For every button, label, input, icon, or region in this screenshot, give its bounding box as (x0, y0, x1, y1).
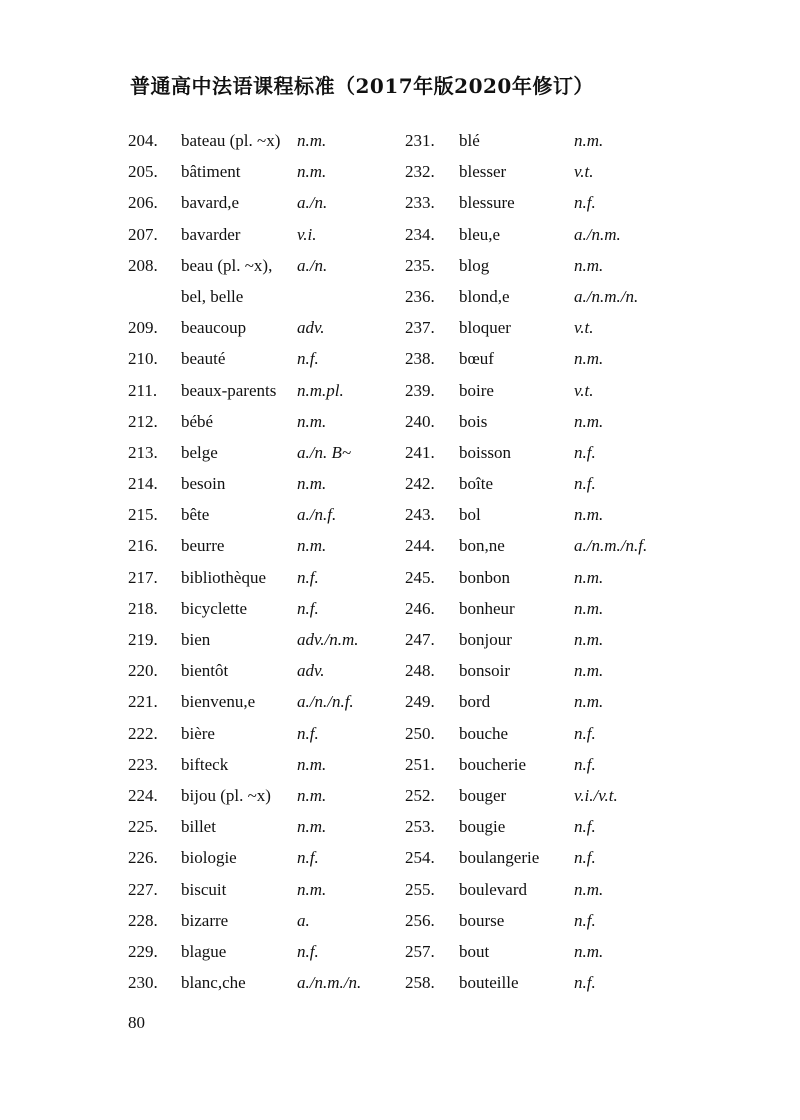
entry-number: 207. (128, 224, 158, 244)
entry-word: bonjour (459, 630, 512, 649)
entry-number: 211. (128, 380, 158, 400)
entry-word: beauté (181, 349, 226, 369)
entry-part-of-speech: v.t. (574, 162, 594, 182)
entry-number: 240. (405, 411, 435, 431)
entry-part-of-speech: n.m. (297, 879, 327, 899)
entry-word: blague (181, 941, 227, 961)
entry-word: bonheur (459, 598, 515, 618)
entry-number: 210. (128, 349, 158, 369)
entry-part-of-speech: n.m.pl. (297, 380, 344, 400)
entry-part-of-speech: n.m. (574, 661, 604, 681)
entry-word: bouger (459, 785, 507, 805)
entry-part-of-speech: n.m. (574, 598, 604, 618)
entry-word: bienvenu,e (181, 692, 256, 712)
entry-number: 250. (405, 723, 435, 743)
entry-word: biologie (181, 848, 237, 868)
entry-part-of-speech: a./n.m./n. (297, 973, 362, 993)
entry-number: 257. (405, 941, 435, 961)
entry-word: biscuit (181, 879, 227, 899)
entry-part-of-speech: n.f. (574, 754, 596, 774)
entry-part-of-speech: a./n. (297, 255, 328, 275)
entry-word: beaucoup (181, 318, 247, 338)
entry-word: bonsoir (459, 661, 510, 681)
entry-number: 224. (128, 785, 158, 805)
entry-word: bifteck (181, 754, 229, 774)
entry-number: 244. (405, 536, 435, 556)
entry-word: bonbon (459, 567, 510, 587)
entry-number: 204. (128, 131, 158, 150)
entry-part-of-speech: a. (297, 910, 310, 930)
entry-number: 252. (405, 785, 435, 805)
entry-number: 225. (128, 817, 158, 837)
entry-part-of-speech: n.m. (297, 162, 327, 182)
entry-part-of-speech: adv. (297, 661, 325, 681)
entry-part-of-speech: n.m. (574, 255, 604, 275)
entry-number: 222. (128, 723, 158, 743)
entry-word: bête (181, 505, 210, 525)
entry-part-of-speech: n.f. (297, 598, 319, 618)
entry-number: 228. (128, 910, 158, 930)
entry-part-of-speech: n.f. (574, 442, 596, 462)
entry-number: 221. (128, 692, 158, 712)
entry-word: boire (459, 380, 494, 400)
entry-part-of-speech: n.m. (297, 785, 327, 805)
entry-part-of-speech: n.m. (574, 505, 604, 525)
entry-word: bourse (459, 910, 505, 930)
entry-number: 220. (128, 661, 158, 681)
entry-part-of-speech: n.m. (574, 941, 604, 961)
entry-part-of-speech: a./n.m./n. (574, 286, 639, 306)
entry-number: 235. (405, 255, 435, 275)
entry-part-of-speech: n.f. (297, 848, 319, 868)
entry-part-of-speech: a./n.m. (574, 224, 621, 244)
entry-word: blessure (459, 193, 515, 213)
entry-word: bâtiment (181, 162, 241, 182)
entry-word: bon,ne (459, 536, 505, 556)
entry-part-of-speech: adv./n.m. (297, 630, 359, 649)
entry-word: beaux-parents (181, 380, 277, 400)
entry-part-of-speech: a./n. (297, 193, 328, 213)
entry-number: 232. (405, 162, 435, 182)
entry-number: 256. (405, 910, 435, 930)
entry-number: 233. (405, 193, 435, 213)
entry-part-of-speech: n.f. (297, 723, 319, 743)
entry-part-of-speech: a./n.m./n.f. (574, 536, 648, 556)
entry-part-of-speech: n.m. (574, 411, 604, 431)
entry-part-of-speech: n.f. (574, 723, 596, 743)
entry-part-of-speech: n.m. (574, 131, 604, 150)
entry-number: 214. (128, 474, 158, 494)
entry-part-of-speech: n.m. (297, 536, 327, 556)
entry-part-of-speech: n.m. (297, 131, 327, 150)
entry-word: bientôt (181, 661, 229, 681)
entry-number: 247. (405, 630, 435, 649)
entry-number: 230. (128, 973, 158, 993)
entry-word: bord (459, 692, 491, 712)
entry-number: 206. (128, 193, 158, 213)
entry-word: blesser (459, 162, 507, 182)
entry-part-of-speech: n.m. (574, 692, 604, 712)
entry-word: billet (181, 817, 216, 837)
entry-word: bière (181, 723, 215, 743)
entry-word: bloquer (459, 318, 511, 338)
entry-number: 249. (405, 692, 435, 712)
entry-number: 253. (405, 817, 435, 837)
entry-number: 223. (128, 754, 158, 774)
entry-number: 236. (405, 286, 435, 306)
entry-part-of-speech: adv. (297, 318, 325, 338)
entry-word: besoin (181, 474, 226, 494)
entry-part-of-speech: v.i./v.t. (574, 785, 618, 805)
entry-number: 205. (128, 162, 158, 182)
entry-part-of-speech: a./n./n.f. (297, 692, 354, 712)
entry-part-of-speech: n.f. (574, 910, 596, 930)
entry-part-of-speech: n.m. (574, 349, 604, 369)
entry-word: boulangerie (459, 848, 540, 868)
page-title: 普通高中法语课程标准（2017年版2020年修订） (130, 74, 594, 98)
entry-number: 231. (405, 131, 435, 150)
entry-word: bavard,e (181, 193, 240, 213)
entry-number: 242. (405, 474, 435, 494)
entry-word: blog (459, 255, 490, 275)
entry-word: boulevard (459, 879, 527, 899)
entry-word: bijou (pl. ~x) (181, 785, 271, 805)
entry-part-of-speech: a./n.f. (297, 505, 337, 525)
entry-word: bébé (181, 411, 214, 431)
entry-word: beau (pl. ~x), (181, 255, 273, 275)
entry-number: 245. (405, 567, 435, 587)
entry-number: 215. (128, 505, 158, 525)
entry-part-of-speech: v.t. (574, 318, 594, 338)
entry-part-of-speech: n.m. (574, 879, 604, 899)
entry-number: 248. (405, 661, 435, 681)
entry-word: blond,e (459, 286, 510, 306)
entry-part-of-speech: n.f. (574, 193, 596, 213)
entry-part-of-speech: a./n. B~ (297, 442, 352, 462)
entry-part-of-speech: n.m. (574, 567, 604, 587)
entry-number: 251. (405, 754, 435, 774)
entry-number: 255. (405, 879, 435, 899)
entry-part-of-speech: v.i. (297, 224, 317, 244)
entry-word: bois (459, 411, 488, 431)
entry-part-of-speech: n.m. (574, 630, 604, 649)
entry-part-of-speech: n.m. (297, 411, 327, 431)
entry-word: belge (181, 442, 218, 462)
entry-number: 243. (405, 505, 435, 525)
entry-part-of-speech: n.f. (574, 474, 596, 494)
entry-word: blé (459, 131, 480, 150)
entry-word: bel, belle (181, 286, 244, 306)
entry-number: 237. (405, 318, 435, 338)
entry-number: 227. (128, 879, 158, 899)
entry-part-of-speech: n.m. (297, 474, 327, 494)
entry-number: 226. (128, 848, 158, 868)
entry-word: boîte (459, 474, 493, 494)
entry-number: 212. (128, 411, 158, 431)
entry-number: 241. (405, 442, 435, 462)
entry-word: bouteille (459, 973, 519, 993)
entry-word: bouche (459, 723, 509, 743)
entry-number: 218. (128, 598, 158, 618)
entry-part-of-speech: n.f. (574, 973, 596, 993)
entry-part-of-speech: n.m. (297, 754, 327, 774)
entry-word: bizarre (181, 910, 229, 930)
entry-word: bien (181, 630, 211, 649)
entry-word: boucherie (459, 754, 527, 774)
entry-word: blanc,che (181, 973, 246, 993)
entry-number: 209. (128, 318, 158, 338)
entry-number: 208. (128, 255, 158, 275)
entry-word: bateau (pl. ~x) (181, 131, 281, 150)
entry-word: beurre (181, 536, 225, 556)
entry-word: bibliothèque (181, 567, 266, 587)
entry-number: 254. (405, 848, 435, 868)
page-number: 80 (128, 1013, 145, 1032)
entry-number: 219. (128, 630, 158, 649)
entry-word: bœuf (459, 349, 494, 369)
entry-number: 246. (405, 598, 435, 618)
entry-part-of-speech: n.m. (297, 817, 327, 837)
entry-part-of-speech: n.f. (297, 941, 319, 961)
entry-part-of-speech: n.f. (574, 817, 596, 837)
entry-word: bout (459, 941, 490, 961)
entry-number: 258. (405, 973, 435, 993)
entry-number: 234. (405, 224, 435, 244)
entry-part-of-speech: v.t. (574, 380, 594, 400)
entry-number: 213. (128, 442, 158, 462)
entry-word: bol (459, 505, 481, 525)
entry-word: bicyclette (181, 598, 248, 618)
entry-word: bleu,e (459, 224, 501, 244)
entry-number: 217. (128, 567, 158, 587)
entry-number: 229. (128, 941, 158, 961)
entry-word: bavarder (181, 224, 241, 244)
entry-word: boisson (459, 442, 511, 462)
entry-part-of-speech: n.f. (574, 848, 596, 868)
entry-part-of-speech: n.f. (297, 349, 319, 369)
entry-number: 239. (405, 380, 435, 400)
entry-number: 216. (128, 536, 158, 556)
entry-word: bougie (459, 817, 506, 837)
entry-number: 238. (405, 349, 435, 369)
entry-part-of-speech: n.f. (297, 567, 319, 587)
